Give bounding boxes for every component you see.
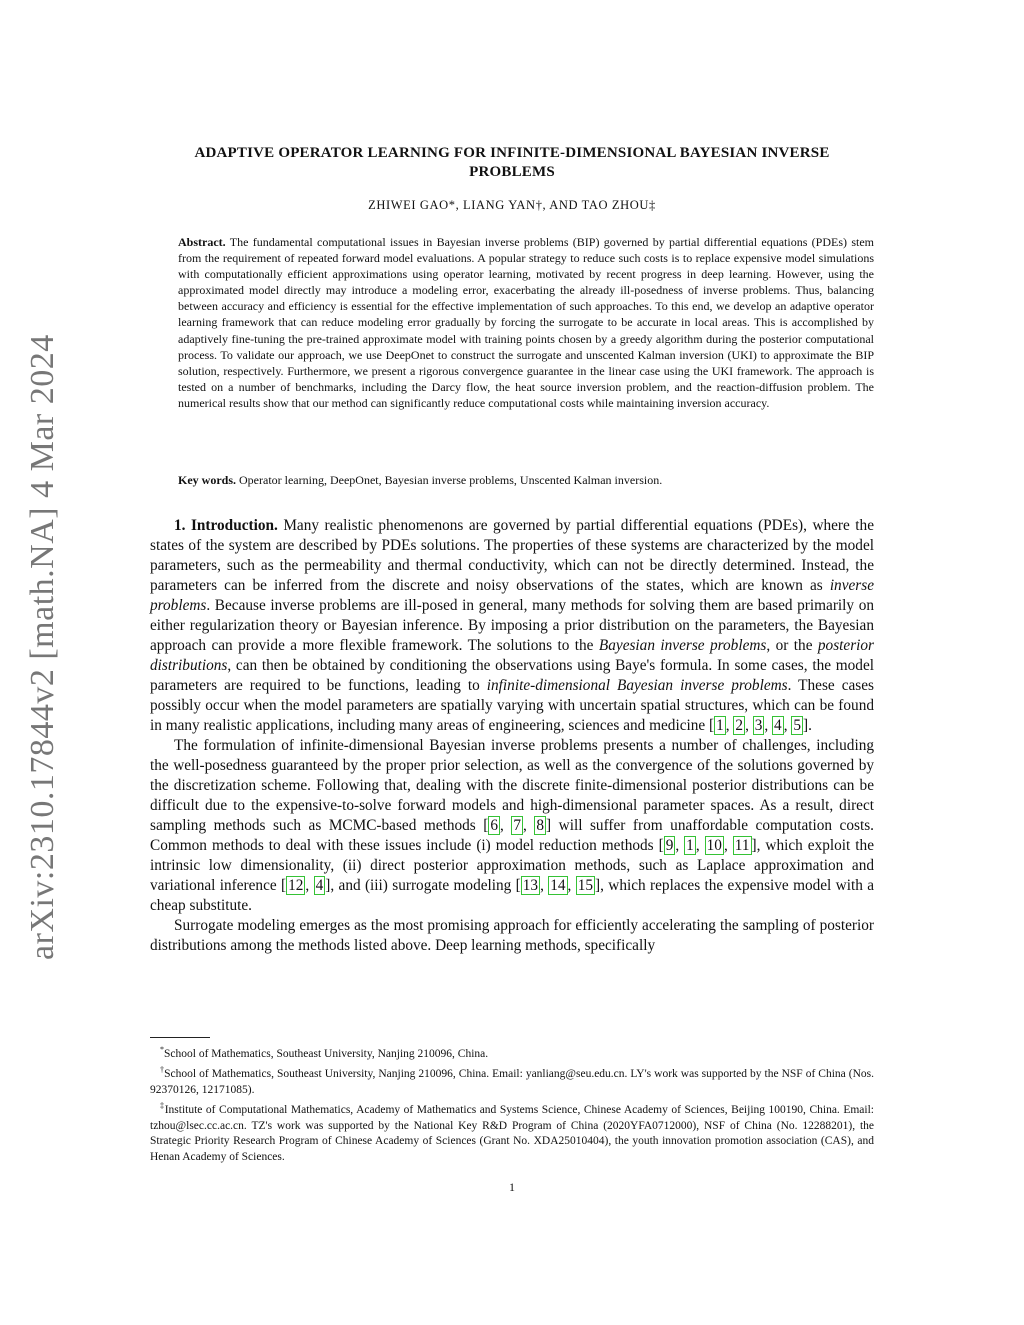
- text-run: . These cases possibly occur when the model parameters are spatially varying with uncertain spatial structures, which can be found in many realistic applications, including many areas of engineering, sciences and medicine [: [150, 677, 874, 734]
- citation-link[interactable]: 4: [774, 717, 782, 734]
- footnote-divider: [150, 1037, 210, 1038]
- text-run: ], and (iii) surrogate modeling [: [325, 877, 521, 894]
- footnote-mark: *: [160, 1045, 165, 1054]
- section-heading: 1. Introduction.: [174, 517, 278, 534]
- footnote-text: Institute of Computational Mathematics, Academy of Mathematics and Systems Science, Chinese Academy of Sciences, Beijing 100190, China. Email: tzhou@lsec.cc.ac.cn. TZ's work was supported by the National Key R&D Program of China (2020YFA0712000), NSF of China (No. 12288201), the Strategic Priority Research Program of Chinese Academy of Sciences (Grant No. XDA25010404), the youth innovation promotion association (CAS), and Henan Academy of Sciences.: [150, 1104, 874, 1164]
- text-run: ] will suffer from unaffordable computation costs. Common methods to deal with these issues include (i) model reduction methods [: [150, 817, 874, 854]
- citation-link[interactable]: 9: [665, 837, 674, 854]
- citation-link[interactable]: 14: [550, 877, 566, 894]
- citation-link[interactable]: 1: [716, 717, 724, 734]
- footnote-mark: ‡: [160, 1101, 165, 1111]
- emphasis: inverse problems: [150, 577, 874, 614]
- keywords: [178, 473, 874, 488]
- text-run: , can then be obtained by conditioning the observations using Baye's formula. In some cases, the model parameters are required to be functions, leading to: [150, 657, 874, 694]
- introduction-section: [150, 516, 874, 956]
- abstract-text: The fundamental computational issues in Bayesian inverse problems (BIP) governed by partial differential equations (PDEs) stem from the requirement of repeated forward model evaluations. A popular strategy to reduce such costs is to replace expensive model simulations with computationally efficient approximations using operator learning, motivated by recent progress in deep learning. However, using the approximated model directly may introduce a modeling error, exacerbating the already ill-posedness of inverse problems. Thus, balancing between accuracy and efficiency is essential for the effective implementation of such approaches. To this end, we develop an adaptive operator learning framework that can reduce modeling error gradually by forcing the surrogate to be accurate in local areas. This is accomplished by adaptively fine-tuning the pre-trained approximate model with training points chosen by a greedy algorithm during the posterior computational process. To validate our approach, we use DeepOnet to construct the surrogate and unscented Kalman inversion (UKI) to approximate the BIP solution, respectively. Furthermore, we present a rigorous convergence guarantee in the linear case using the UKI framework. The approach is tested on a number of benchmarks, including the Darcy flow, the heat source inversion problem, and the reaction-diffusion problem. The numerical results show that our method can significantly reduce computational costs while maintaining inversion accuracy.: [178, 235, 874, 410]
- text-run: The formulation of infinite-dimensional Bayesian inverse problems presents a number of challenges, including the well-posedness guaranteed by the proper prior selection, as well as the convergence of the solutions governed by the discretization scheme. Following that, dealing with the discrete finite-dimensional posterior distributions can be difficult due to the expensive-to-solve forward models and high-dimensional parameter spaces. As a result, direct sampling methods such as MCMC-based methods [: [150, 737, 874, 834]
- citation-link[interactable]: 1: [686, 837, 694, 854]
- citation-group: 12 , 4: [288, 877, 324, 894]
- footnote-text: School of Mathematics, Southeast University, Nanjing 210096, China. Email: yanliang@seu.edu.cn. LY's work was supported by the NSF of China (Nos. 92370126, 12171085).: [150, 1068, 874, 1096]
- citation-link[interactable]: 15: [577, 877, 594, 894]
- paper-title: ADAPTIVE OPERATOR LEARNING FOR INFINITE-DIMENSIONAL BAYESIAN INVERSE PROBLEMS: [194, 145, 830, 180]
- text-run: , or the: [766, 637, 818, 654]
- citation-group: 1 , 2 , 3 , 4 , 5: [716, 717, 801, 734]
- text-run: . Because inverse problems are ill-posed in general, many methods for solving them are based primarily on either regularization theory or Bayesian inference. By imposing a prior distribution on the parameters, the Bayesian approach can provide a more flexible framework. The solutions to the: [150, 597, 874, 654]
- intro-paragraph-1: [150, 516, 874, 736]
- intro-paragraph-3: Surrogate modeling emerges as the most promising approach for efficiently accelerating the sampling of posterior distributions among the methods listed above. Deep learning methods, specifically: [150, 917, 874, 954]
- abstract: [178, 234, 874, 411]
- emphasis: Bayesian inverse problems: [598, 637, 767, 654]
- citation-link[interactable]: 3: [754, 717, 763, 734]
- citation-link[interactable]: 10: [706, 837, 722, 854]
- footnote-text: School of Mathematics, Southeast University, Nanjing 210096, China.: [164, 1047, 489, 1060]
- paper-authors: ZHIWEI GAO*, LIANG YAN†, AND TAO ZHOU‡: [368, 198, 656, 212]
- emphasis: posterior distributions: [150, 637, 874, 674]
- citation-link[interactable]: 8: [536, 817, 545, 834]
- citation-group: 6 , 7 , 8: [490, 817, 545, 834]
- page-number: 1: [509, 1180, 515, 1194]
- text-run: ].: [803, 717, 812, 734]
- text-run: Many realistic phenomenons are governed by partial differential equations (PDEs), where the states of the system are described by PDEs solutions. The properties of these systems are characterized by the model parameters, such as the permeability and thermal conductivity, which can not be directly determined. Instead, the parameters can be inferred from the discrete and noisy observations of the states, which are known as: [150, 517, 874, 594]
- text-run: ], which exploit the intrinsic low dimensionality, (ii) direct posterior approximation methods, such as Laplace approximation and variational inference [: [150, 837, 874, 894]
- footnote-3: [150, 1098, 874, 1165]
- citation-link[interactable]: 5: [793, 717, 801, 734]
- citation-link[interactable]: 6: [490, 817, 498, 834]
- citation-group: 13 , 14 , 15: [522, 877, 594, 894]
- footnote-1: [150, 1042, 874, 1062]
- citation-group: 9 , 1 , 10 , 11: [665, 837, 750, 854]
- arxiv-identifier: arXiv:2310.17844v2 [math.NA] 4 Mar 2024: [24, 334, 61, 960]
- footnotes: [150, 1042, 874, 1166]
- citation-link[interactable]: 12: [288, 877, 304, 894]
- footnote-mark: †: [160, 1065, 165, 1075]
- keywords-text: Operator learning, DeepOnet, Bayesian inverse problems, Unscented Kalman inversion.: [239, 473, 663, 487]
- keywords-label: Key words.: [178, 473, 236, 487]
- text-run: ], which replaces the expensive model with a cheap substitute.: [150, 877, 874, 914]
- intro-paragraph-2: [150, 736, 874, 916]
- citation-link[interactable]: 11: [734, 837, 750, 854]
- citation-link[interactable]: 2: [735, 717, 744, 734]
- abstract-label: Abstract.: [178, 235, 226, 249]
- citation-link[interactable]: 7: [513, 817, 522, 834]
- citation-link[interactable]: 4: [315, 877, 324, 894]
- footnote-2: [150, 1062, 874, 1098]
- emphasis: infinite-dimensional Bayesian inverse problems: [486, 677, 788, 694]
- citation-link[interactable]: 13: [522, 877, 539, 894]
